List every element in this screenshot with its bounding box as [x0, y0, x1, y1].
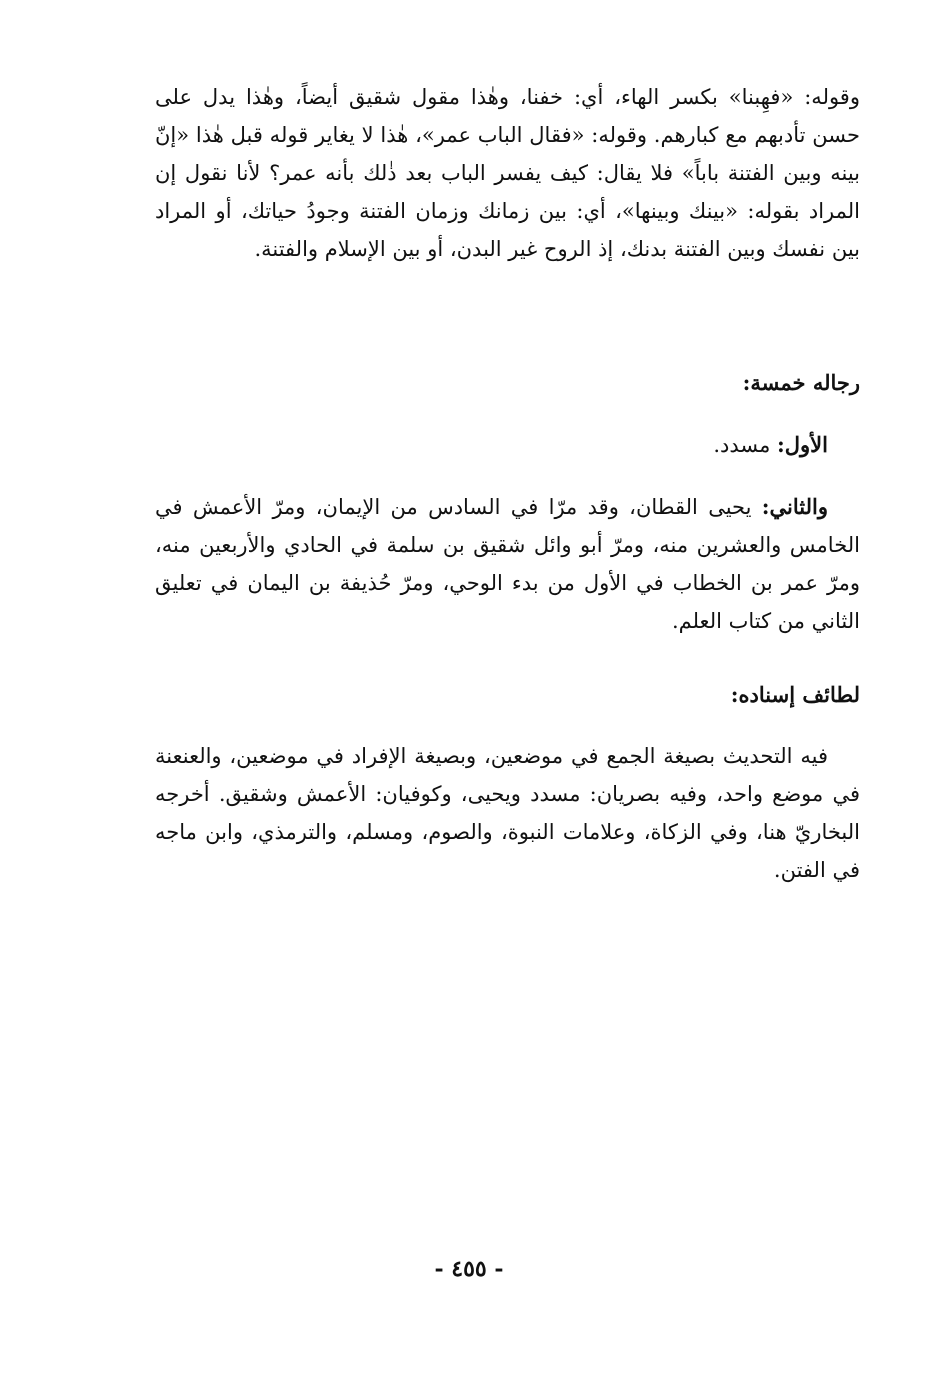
commentary-paragraph: وقوله: «فهِبنا» بكسر الهاء، أي: خفنا، وهٰذا مقول شقيق أيضاً، وهٰذا يدل على حسن تأدبهم مع كبارهم. وقوله: «فقال الباب عمر»، هٰذا لا يغاير قوله قبل هٰذا «إنّ بينه وبين الفتنة باباً» فلا يقال: كيف يفسر الباب بعد ذٰلك بأنه عمر؟ لأنا نقول إن المراد بقوله: «بينك وبينها»، أي: بين زمانك وزمان الفتنة وجودُ حياتك، أو المراد بين نفسك وبين الفتنة بدنك، إذ الروح غير البدن، أو بين الإسلام والفتنة. [155, 85, 860, 261]
first-narrator-text: مسدد. [713, 433, 778, 457]
second-narrator-paragraph [155, 488, 860, 640]
isnad-subtleties-paragraph: فيه التحديث بصيغة الجمع في موضعين، وبصيغة الإفراد في موضعين، والعنعنة في موضع واحد، وفيه بصريان: مسدد ويحيى، وكوفيان: الأعمش وشقيق. أخرجه البخاريّ هنا، وفي الزكاة، وعلامات النبوة، والصوم، ومسلم، والترمذي، وابن ماجه في الفتن. [155, 744, 861, 882]
first-narrator-line [713, 426, 828, 464]
isnad-subtleties-heading: لطائف إسناده: [730, 682, 860, 707]
first-narrator-label: الأول: [777, 432, 828, 457]
narrators-heading: رجاله خمسة: [742, 370, 860, 395]
page-number: - ٤٥٥ - [434, 1256, 504, 1282]
second-narrator-label: والثاني: [761, 494, 828, 519]
second-narrator-text: يحيى القطان، وقد مرّا في السادس من الإيمان، ومرّ الأعمش في الخامس والعشرين منه، ومرّ أبو وائل شقيق بن سلمة في الحادي والأربعين منه، ومرّ عمر بن الخطاب في الأول من بدء الوحي، ومرّ حُذيفة بن اليمان في تعليق الثاني من كتاب العلم. [155, 495, 860, 633]
